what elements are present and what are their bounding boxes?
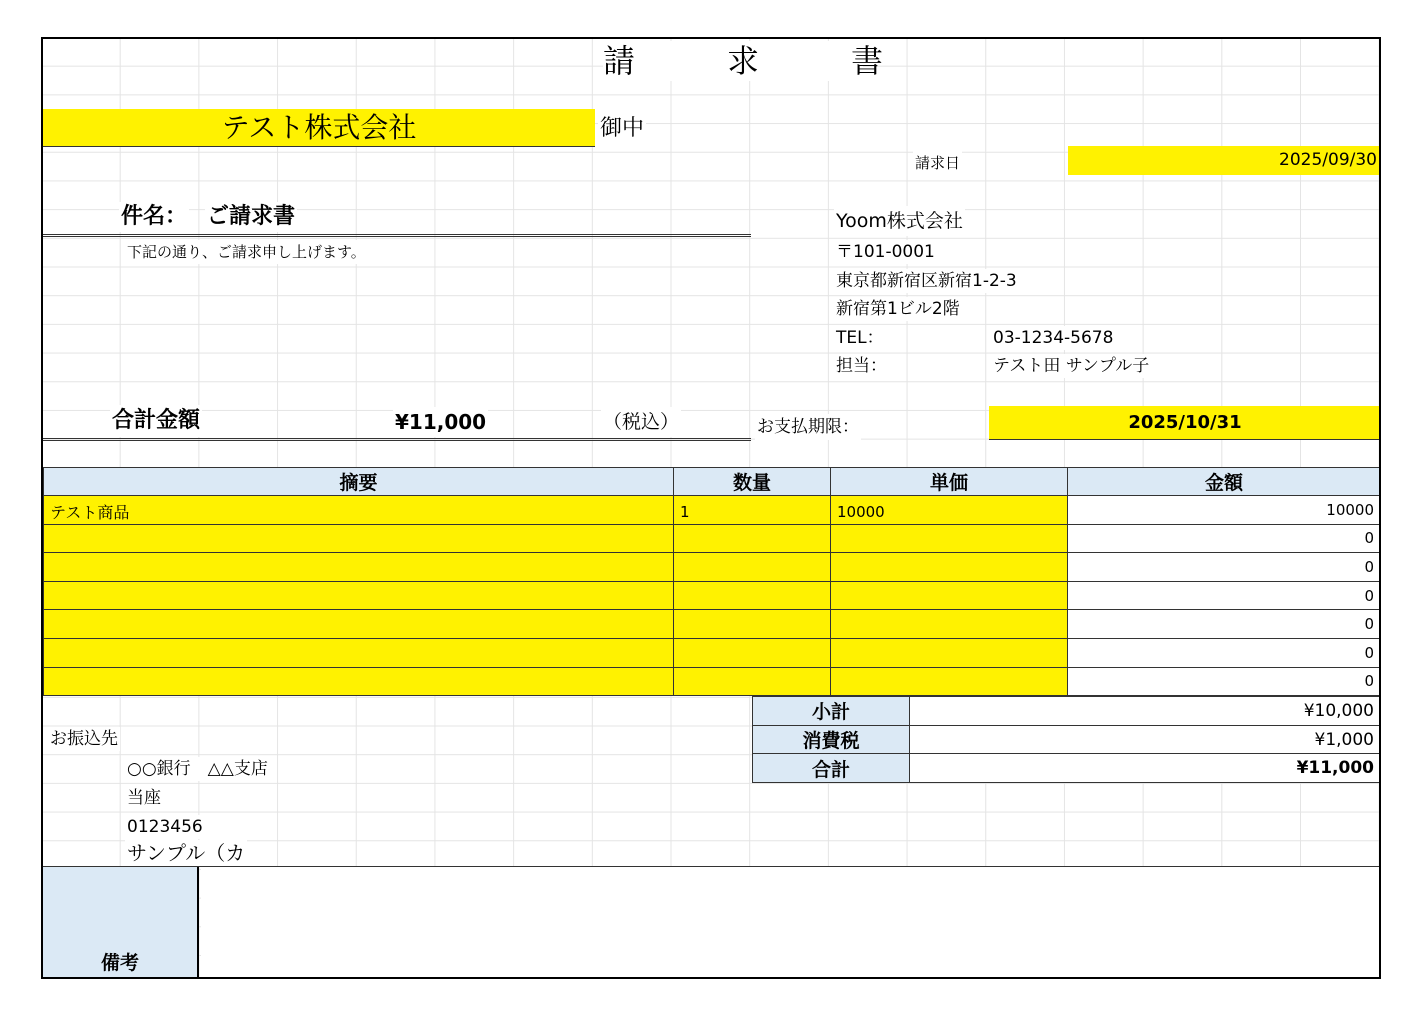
issuer-tel: 03-1234-5678 <box>993 328 1114 348</box>
recipient-company-cell[interactable] <box>43 109 595 147</box>
subject-label: 件名： <box>119 202 189 232</box>
subtotal-value: ¥10,000 <box>909 696 1381 726</box>
issuer-company: Yoom株式会社 <box>834 206 965 236</box>
invoice-date-value[interactable]: 2025/09/30 <box>1068 146 1380 175</box>
item-description[interactable] <box>43 667 674 697</box>
item-quantity[interactable] <box>673 524 831 554</box>
item-description[interactable] <box>43 581 674 611</box>
remarks-value[interactable] <box>201 867 1381 979</box>
item-quantity[interactable] <box>673 581 831 611</box>
item-description[interactable] <box>43 524 674 554</box>
recipient-company: テスト株式会社 <box>221 111 417 144</box>
subtotal-label: 小計 <box>752 696 910 726</box>
bank-name: ○○銀行 △△支店 <box>127 759 268 779</box>
item-description[interactable] <box>43 609 674 639</box>
item-unit-price[interactable]: 10000 <box>830 495 1068 525</box>
item-amount: 0 <box>1067 552 1381 582</box>
item-unit-price[interactable] <box>830 638 1068 668</box>
issuer-tel-label: TEL： <box>836 328 884 348</box>
bank-account-type: 当座 <box>127 788 161 808</box>
total-underline <box>43 438 751 441</box>
item-unit-price[interactable] <box>830 524 1068 554</box>
item-amount: 0 <box>1067 524 1381 554</box>
due-value[interactable]: 2025/10/31 <box>989 406 1381 440</box>
remarks-label: 備考 <box>100 952 139 974</box>
header-description: 摘要 <box>43 467 674 496</box>
remarks-label-cell <box>43 867 199 979</box>
bank-label: お振込先 <box>50 729 118 749</box>
header-unit-price: 単価 <box>830 467 1068 496</box>
issuer-staff-label: 担当： <box>836 356 887 376</box>
item-description[interactable] <box>43 638 674 668</box>
item-unit-price[interactable] <box>830 552 1068 582</box>
grand-total-label: 合計 <box>752 753 910 783</box>
item-unit-price[interactable] <box>830 667 1068 697</box>
grand-total-value: ¥11,000 <box>909 753 1381 783</box>
issuer-address2: 新宿第1ビル2階 <box>836 299 960 319</box>
bank-account-name: サンプル（カ <box>127 841 246 865</box>
bank-account-number: 0123456 <box>127 817 203 837</box>
invoice-sheet <box>41 37 1381 979</box>
issuer-address1: 東京都新宿区新宿1-2-3 <box>836 271 1017 291</box>
invoice-title: 請 求 書 <box>603 42 914 80</box>
invoice-date-label: 請求日 <box>913 149 962 177</box>
header-amount: 金額 <box>1067 467 1381 496</box>
item-quantity[interactable]: 1 <box>673 495 831 525</box>
subject-value: ご請求書 <box>205 202 297 232</box>
total-amount-label: 合計金額 <box>110 405 202 437</box>
item-amount: 10000 <box>1067 495 1381 525</box>
item-unit-price[interactable] <box>830 581 1068 611</box>
tax-label: 消費税 <box>752 725 910 755</box>
issuer-postal: 〒101-0001 <box>836 242 935 262</box>
item-quantity[interactable] <box>673 552 831 582</box>
item-amount: 0 <box>1067 581 1381 611</box>
issuer-staff: テスト田 サンプル子 <box>993 356 1150 376</box>
item-amount: 0 <box>1067 609 1381 639</box>
item-description[interactable]: テスト商品 <box>43 495 674 525</box>
header-quantity: 数量 <box>673 467 831 496</box>
intro-text: 下記の通り、ご請求申し上げます。 <box>125 240 368 264</box>
subject-underline <box>43 234 751 237</box>
item-unit-price[interactable] <box>830 609 1068 639</box>
total-tax-note: （税込） <box>601 407 681 437</box>
total-amount-value: ¥11,000 <box>393 407 488 437</box>
item-quantity[interactable] <box>673 667 831 697</box>
item-amount: 0 <box>1067 638 1381 668</box>
recipient-honorific: 御中 <box>598 113 646 145</box>
tax-value: ¥1,000 <box>909 725 1381 755</box>
item-quantity[interactable] <box>673 609 831 639</box>
item-description[interactable] <box>43 552 674 582</box>
item-quantity[interactable] <box>673 638 831 668</box>
due-label: お支払期限： <box>755 414 861 440</box>
item-amount: 0 <box>1067 667 1381 697</box>
